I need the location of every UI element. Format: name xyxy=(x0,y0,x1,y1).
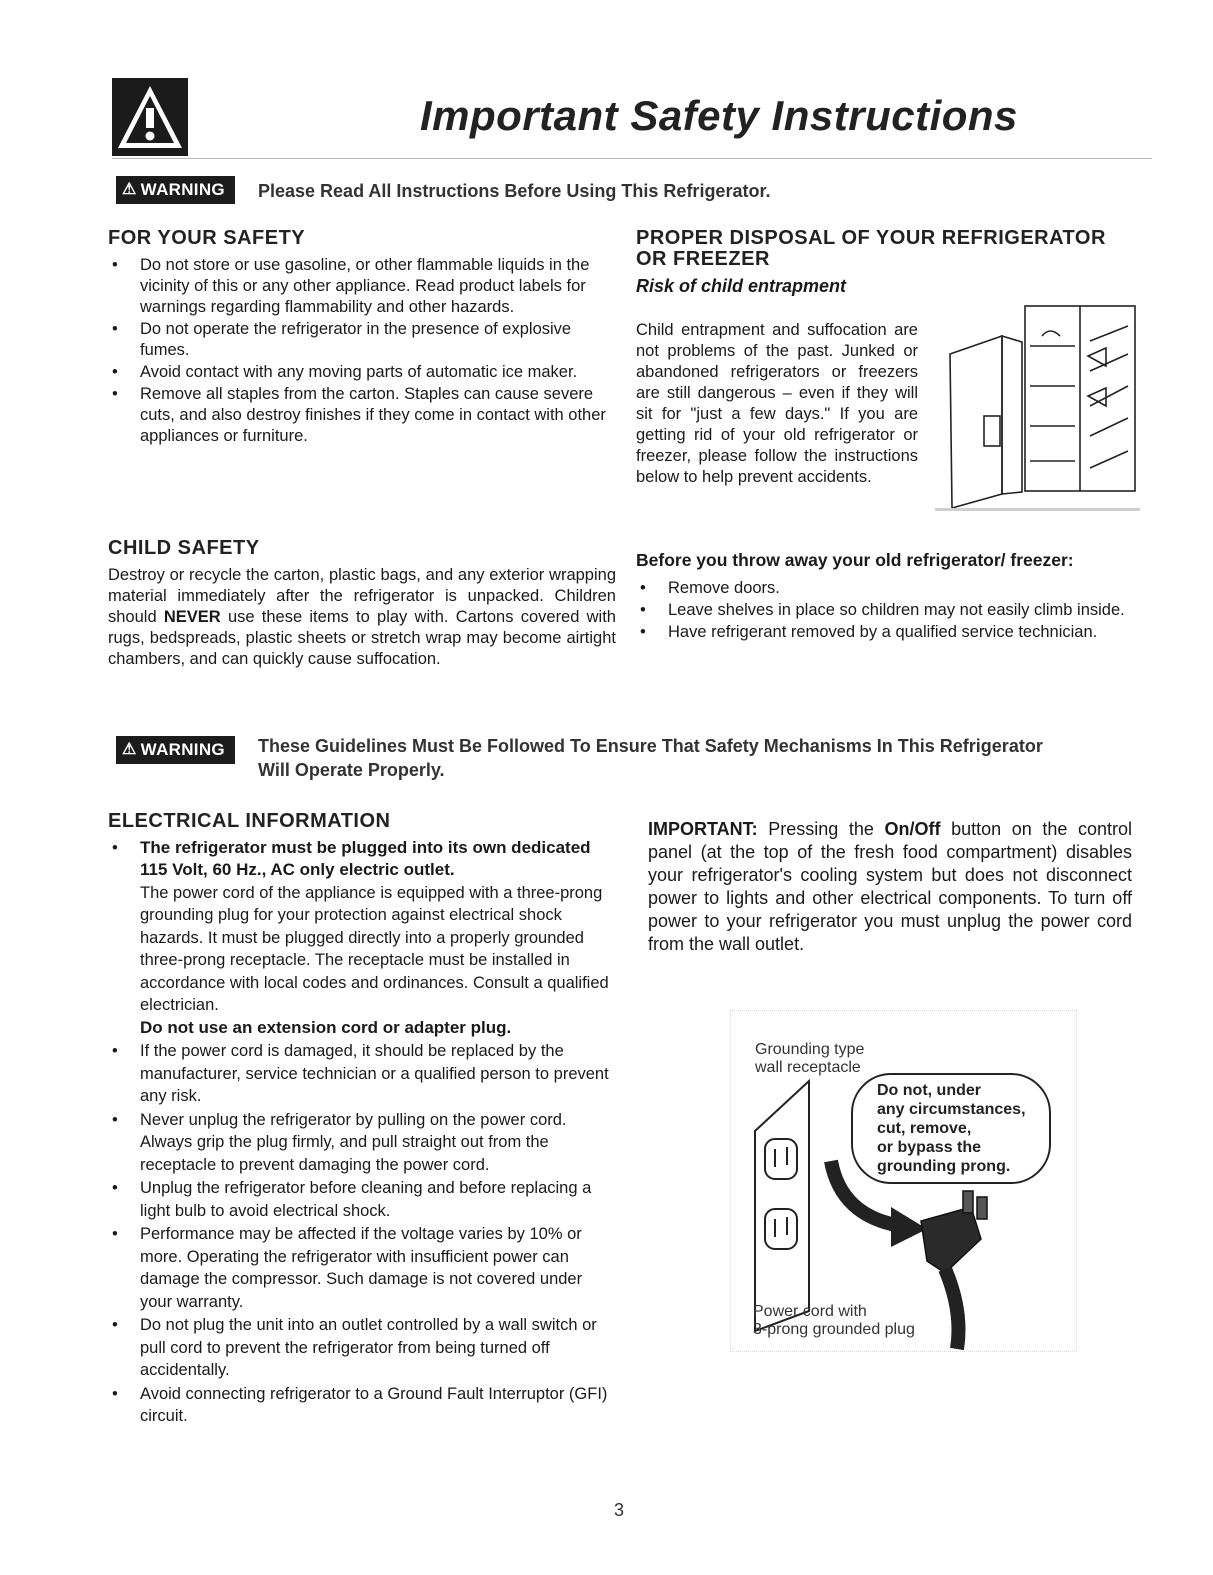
grounding-prong-callout xyxy=(851,1073,1051,1184)
power-cord-label-line: 3-prong grounded plug xyxy=(753,1321,915,1338)
for-your-safety-section xyxy=(108,228,618,448)
list-item: • Unplug the refrigerator before cleaning and before replacing a light bulb to avoid electrical shock. xyxy=(108,1177,618,1222)
callout-line: cut, remove, xyxy=(877,1120,972,1137)
list-item: • Never unplug the refrigerator by pulling on the power cord. Always grip the plug firmly, and pull straight out from the receptacle to prevent damaging the power cord. xyxy=(108,1109,618,1177)
guidelines-warning-line: These Guidelines Must Be Followed To Ensure That Safety Mechanisms In This Refrigerator xyxy=(258,736,1043,756)
list-item: • Avoid contact with any moving parts of automatic ice maker. xyxy=(108,362,618,383)
title-divider xyxy=(112,158,1152,159)
receptacle-label-line: wall receptacle xyxy=(755,1059,861,1076)
list-item xyxy=(108,837,618,1040)
before-disposal-heading: Before you throw away your old refrigerator/ freezer: xyxy=(636,550,1074,570)
dedicated-outlet-requirement: • The refrigerator must be plugged into its own dedicated 115 Volt, 60 Hz., AC only electric outlet. xyxy=(140,837,591,879)
list-item: • Performance may be affected if the voltage varies by 10% or more. Operating the refrigerator with insufficient power can damage the compressor. Such damage is not covered under your warranty. xyxy=(108,1223,618,1313)
proper-disposal-heading xyxy=(636,228,1152,270)
risk-subheading: Risk of child entrapment xyxy=(636,276,847,296)
receptacle-label-line: Grounding type xyxy=(755,1041,865,1058)
electrical-information-heading: ELECTRICAL INFORMATION xyxy=(108,810,391,832)
hazard-warning-icon xyxy=(112,78,188,156)
list-item: • Do not store or use gasoline, or other flammable liquids in the vicinity of this or any other appliance. Read product labels for warnings regarding flammability and other hazards. xyxy=(108,255,618,318)
warning-badge xyxy=(116,176,235,204)
child-safety-text-part: Destroy or recycle the carton, plastic bags, and any exterior wrapping material immediately after the refrigerator is unpacked. Children should xyxy=(108,566,616,626)
power-cord-label xyxy=(753,1303,915,1339)
warning-badge xyxy=(116,736,235,764)
callout-line: any circumstances, xyxy=(877,1101,1026,1118)
grounding-plug-text: The power cord of the appliance is equipped with a three-prong grounding plug for your protection against electrical shock hazards. It must be plugged directly into a properly grounded three-prong receptacle. The receptacle must be installed in accordance with local codes and ordinances. Consult a qualified electrician. xyxy=(140,883,609,1014)
list-item: • Do not plug the unit into an outlet controlled by a wall switch or pull cord to prevent the refrigerator from being turned off accidentally. xyxy=(108,1314,618,1382)
warning-triangle-icon: ⚠ xyxy=(122,181,137,198)
receptacle-label xyxy=(755,1041,864,1077)
refrigerator-illustration xyxy=(930,296,1145,516)
child-safety-heading: CHILD SAFETY xyxy=(108,537,260,559)
child-safety-text xyxy=(108,565,616,670)
for-your-safety-heading: FOR YOUR SAFETY xyxy=(108,227,306,249)
guidelines-warning-text xyxy=(258,734,1043,782)
for-your-safety-list xyxy=(108,255,618,447)
child-safety-emphasis: NEVER xyxy=(163,608,221,626)
power-cord-label-line: Power cord with xyxy=(753,1303,867,1320)
callout-line: grounding prong. xyxy=(877,1158,1011,1175)
important-label: IMPORTANT: xyxy=(648,819,758,839)
electrical-information-list xyxy=(108,837,618,1428)
callout-line: or bypass the xyxy=(877,1139,982,1156)
warning-triangle-icon: ⚠ xyxy=(122,741,137,758)
entrapment-text: Child entrapment and suffocation are not problems of the past. Junked or abandoned refrigerators or freezers are still dangerous – even if they will sit for "just a few days." If you are getting rid of your old refrigerator or freezer, please follow the instructions below to help prevent accidents. xyxy=(636,321,918,486)
list-item: • Have refrigerant removed by a qualified service technician. xyxy=(636,622,1152,643)
list-item: • Do not operate the refrigerator in the presence of explosive fumes. xyxy=(108,319,618,361)
guidelines-warning-line: Will Operate Properly. xyxy=(258,760,445,780)
warning-badge-label: WARNING xyxy=(140,740,225,759)
proper-disposal-section xyxy=(636,228,1152,297)
list-item: • Avoid connecting refrigerator to a Ground Fault Interruptor (GFI) circuit. xyxy=(108,1383,618,1428)
important-note xyxy=(648,818,1132,956)
page-number: 3 xyxy=(614,1500,625,1520)
important-text-part: button on the control panel (at the top of the fresh food compartment) disables your refrigerator's cooling system but does not disconnect power to lights and other electrical components. To turn off power to your refrigerator you must unplug the power cord from the wall outlet. xyxy=(648,819,1132,954)
list-item: • Remove all staples from the carton. Staples can cause severe cuts, and also destroy finishes if they come in contact with other appliances or furniture. xyxy=(108,384,618,447)
list-item: • If the power cord is damaged, it should be replaced by the manufacturer, service technician or a qualified person to prevent any risk. xyxy=(108,1040,618,1108)
list-item: • Remove doors. xyxy=(636,578,1152,599)
grounding-diagram xyxy=(730,1010,1077,1352)
callout-line: Do not, under xyxy=(877,1082,981,1099)
proper-disposal-heading-line: OR FREEZER xyxy=(636,248,770,270)
electrical-information-section xyxy=(108,810,618,1429)
child-safety-text-part: use these items to play with. Cartons covered with rugs, bedspreads, plastic sheets or stretch wrap may become airtight chambers, and can quickly cause suffocation. xyxy=(108,608,616,668)
important-text-part: Pressing the xyxy=(757,819,885,839)
child-safety-section xyxy=(108,538,616,670)
before-disposal-section xyxy=(636,550,1152,644)
proper-disposal-heading-line: PROPER DISPOSAL OF YOUR REFRIGERATOR xyxy=(636,227,1106,249)
warning-instruction-text: Please Read All Instructions Before Using This Refrigerator. xyxy=(258,181,771,201)
warning-badge-label: WARNING xyxy=(140,180,225,199)
on-off-button-name: On/Off xyxy=(884,819,941,839)
page-title: Important Safety Instructions xyxy=(420,92,1018,139)
before-disposal-list xyxy=(636,578,1152,643)
no-extension-cord-warning: Do not use an extension cord or adapter plug. xyxy=(140,1017,512,1037)
list-item: • Leave shelves in place so children may not easily climb inside. xyxy=(636,600,1152,621)
